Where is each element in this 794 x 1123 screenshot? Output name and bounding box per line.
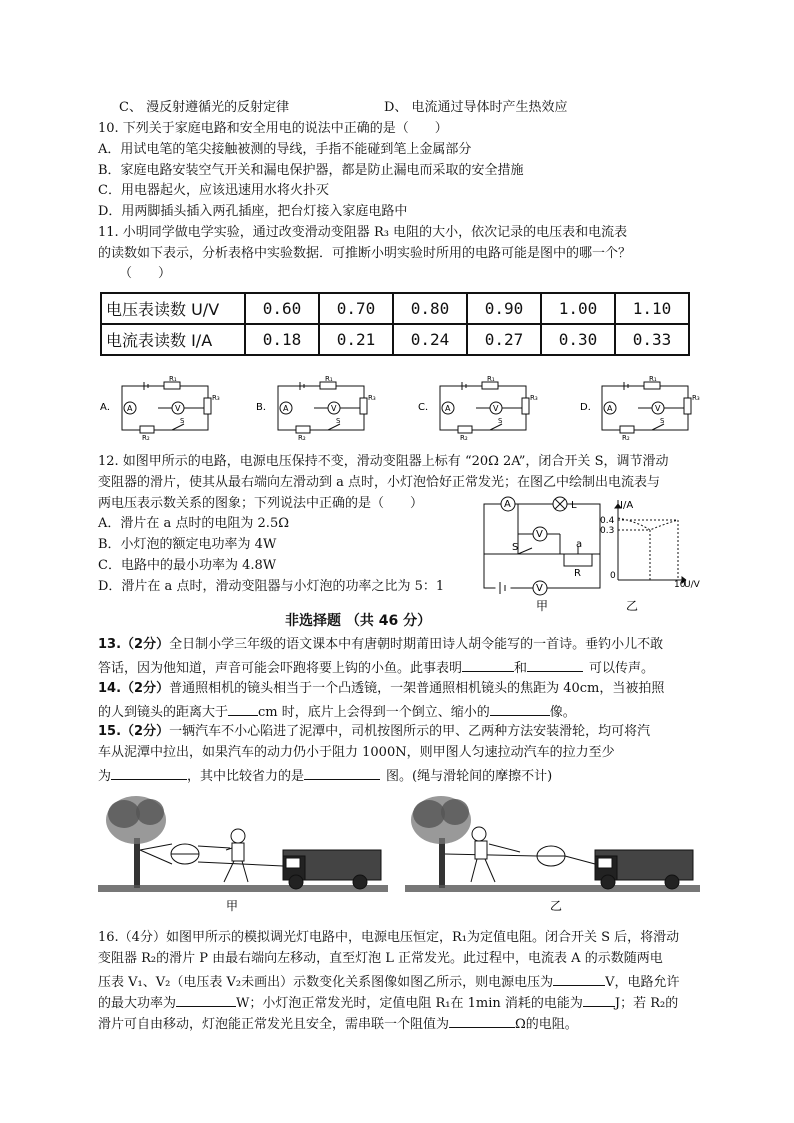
circuit-label: S bbox=[336, 417, 341, 425]
q11-stem-1: 11. 小明同学做电学实验，通过改变滑动变阻器 R₃ 电阻的大小，依次记录的电压表和电流表 bbox=[98, 225, 628, 240]
q11-data-table bbox=[100, 292, 690, 356]
graph-ylabel: I/A bbox=[620, 500, 634, 511]
tree-icon bbox=[106, 796, 166, 888]
q12-stem-2: 变阻器的滑片，使其从最右端向左滑动到 a 点时，小灯泡恰好正常发光；在图乙中绘制出电流表与 bbox=[98, 475, 661, 490]
circuit-label: V bbox=[536, 583, 543, 594]
table-row bbox=[101, 324, 689, 355]
circuit-label: R₂ bbox=[460, 434, 468, 442]
q11-stem-2: 的读数如下表示，分析表格中实验数据．可推断小明实验时所用的电路可能是图中的哪一个？ bbox=[98, 246, 632, 261]
circuit-label: R₃ bbox=[212, 394, 220, 402]
q16-text: W；小灯泡正常发光时，定值电阻 R₁在 1min 消耗的电能为 bbox=[236, 996, 583, 1011]
q15-text: 图。(绳与滑轮间的摩擦不计) bbox=[386, 769, 553, 784]
figure-caption: 乙 bbox=[626, 599, 639, 613]
figure-caption: 甲 bbox=[536, 599, 549, 613]
q15-line-3 bbox=[98, 766, 552, 785]
figure-caption: 乙 bbox=[550, 899, 563, 913]
circuit-label: R bbox=[574, 568, 581, 579]
circuit-option-label: A． bbox=[100, 402, 117, 413]
circuit-label: R₁ bbox=[169, 375, 177, 383]
q10-option-b: B．家庭电路安装空气开关和漏电保护器，都是防止漏电而采取的安全措施 bbox=[98, 163, 524, 178]
q15-line-2: 车从泥潭中拉出，如果汽车的动力仍小于阻力 1000N，则甲图人匀速拉动汽车的拉力至少 bbox=[98, 745, 615, 760]
q16-blank-4[interactable] bbox=[449, 1014, 515, 1028]
ammeter-icon: A bbox=[283, 404, 289, 413]
q13-text: 和 bbox=[514, 661, 528, 676]
circuit-label: S bbox=[512, 542, 519, 553]
voltage-cell: 0.90 bbox=[467, 293, 541, 324]
circuit-option-label: D． bbox=[580, 402, 598, 413]
q15-text: ，其中比较省力的是 bbox=[187, 769, 305, 784]
q16-text: 滑片可自由移动，灯泡能正常发光且安全，需串联一个阻值为 bbox=[98, 1017, 450, 1032]
q15-text: 为 bbox=[98, 769, 112, 784]
q15-blank-2[interactable] bbox=[304, 766, 380, 780]
circuit-label: R₂ bbox=[622, 434, 630, 442]
circuit-label: A bbox=[504, 499, 511, 510]
q10-option-c: C．用电器起火，应该迅速用水将火扑灭 bbox=[98, 183, 329, 198]
q16-text: 的最大功率为 bbox=[98, 996, 177, 1011]
q11-circuit-options bbox=[0, 375, 794, 442]
circuit-label: R₃ bbox=[368, 394, 376, 402]
q14-number: 14.（2分） bbox=[98, 681, 170, 696]
voltmeter-icon: V bbox=[655, 404, 661, 413]
circuit-label: R₁ bbox=[649, 375, 657, 383]
q12-option-d: D．滑片在 a 点时，滑动变阻器与小灯泡的功率之比为 5：1 bbox=[98, 579, 445, 594]
q16-line-5 bbox=[98, 1014, 578, 1033]
current-cell: 0.30 bbox=[541, 324, 615, 355]
voltage-cell: 1.10 bbox=[615, 293, 689, 324]
voltmeter-icon: V bbox=[493, 404, 499, 413]
q16-text: 压表 V₁、V₂（电压表 V₂未画出）示数变化关系图像如图乙所示，则电源电压为 bbox=[98, 975, 554, 990]
pulley-icon bbox=[171, 844, 199, 864]
q16-text: J；若 R₂的 bbox=[614, 996, 679, 1011]
q16-line-3 bbox=[98, 972, 679, 991]
q14-text: 的人到镜头的距离大于 bbox=[98, 705, 229, 720]
circuit-label: L bbox=[571, 500, 577, 511]
q12-option-a: A．滑片在 a 点时的电阻为 2.5Ω bbox=[98, 516, 289, 531]
q11-answer-paren: （ ） bbox=[119, 266, 172, 281]
voltage-cell: 0.70 bbox=[319, 293, 393, 324]
graph-tick: 0.3 bbox=[600, 526, 615, 536]
q12-graph bbox=[598, 494, 708, 612]
current-cell: 0.24 bbox=[393, 324, 467, 355]
q16-blank-1[interactable] bbox=[553, 972, 605, 986]
q16-line-1: 16.（4分）如图甲所示的模拟调光灯电路中，电源电压恒定，R₁为定值电阻。闭合开关 S 后，将滑动 bbox=[98, 930, 680, 945]
circuit-label: R₃ bbox=[692, 394, 700, 402]
q16-text: V，电路允许 bbox=[605, 975, 680, 990]
q12-option-c: C．电路中的最小功率为 4.8W bbox=[98, 558, 277, 573]
q14-text: cm 时，底片上会得到一个倒立、缩小的 bbox=[258, 705, 490, 720]
truck-icon bbox=[283, 850, 381, 889]
circuit-label: R₂ bbox=[298, 434, 306, 442]
q14-line-1 bbox=[98, 681, 664, 697]
q9-option-d: D、 电流通过导体时产生热效应 bbox=[384, 100, 568, 115]
tree-icon bbox=[411, 796, 471, 888]
q10-stem: 10. 下列关于家庭电路和安全用电的说法中正确的是（ ） bbox=[98, 121, 448, 136]
q9-option-c: C、 漫反射遵循光的反射定律 bbox=[119, 100, 290, 115]
q16-blank-2[interactable] bbox=[176, 993, 236, 1007]
circuit-option[interactable] bbox=[580, 375, 700, 442]
voltmeter-icon: V bbox=[175, 404, 181, 413]
q13-blank-2[interactable] bbox=[527, 658, 583, 672]
graph-tick: 10 bbox=[674, 580, 686, 590]
current-cell: 0.21 bbox=[319, 324, 393, 355]
truck-icon bbox=[595, 850, 693, 889]
q13-line-2 bbox=[98, 658, 654, 677]
q13-line-1 bbox=[98, 637, 663, 653]
q12-circuit-diagram bbox=[476, 494, 616, 612]
current-cell: 0.27 bbox=[467, 324, 541, 355]
current-cell: 0.33 bbox=[615, 324, 689, 355]
circuit-label: R₁ bbox=[325, 375, 333, 383]
q16-text: Ω的电阻。 bbox=[515, 1017, 578, 1032]
circuit-label: a bbox=[576, 539, 583, 550]
q10-option-d: D．用两脚插头插入两孔插座，把台灯接入家庭电路中 bbox=[98, 204, 408, 219]
circuit-option-label: B． bbox=[256, 402, 273, 413]
graph-tick: 0.4 bbox=[600, 516, 615, 526]
circuit-option[interactable] bbox=[100, 375, 220, 442]
ammeter-icon: A bbox=[127, 404, 133, 413]
person-icon bbox=[224, 829, 248, 882]
voltage-cell: 0.60 bbox=[245, 293, 319, 324]
q16-blank-3[interactable] bbox=[583, 993, 615, 1007]
voltage-cell: 0.80 bbox=[393, 293, 467, 324]
current-cell: 0.18 bbox=[245, 324, 319, 355]
q12-stem-1: 12. 如图甲所示的电路，电源电压保持不变，滑动变阻器上标有 “20Ω 2A”，闭合开关 S，调节滑动 bbox=[98, 454, 669, 469]
voltmeter-icon: V bbox=[331, 404, 337, 413]
circuit-label: R₃ bbox=[530, 394, 538, 402]
q12-stem-3: 两电压表示数关系的图象；下列说法中正确的是（ ） bbox=[98, 496, 424, 511]
circuit-option-label: C． bbox=[418, 402, 435, 413]
circuit-label: R₂ bbox=[142, 434, 150, 442]
voltage-header: 电压表读数 U/V bbox=[101, 293, 245, 324]
voltage-cell: 1.00 bbox=[541, 293, 615, 324]
graph-tick: 0 bbox=[610, 571, 616, 581]
circuit-label: V bbox=[536, 529, 543, 540]
q14-blank-1[interactable] bbox=[228, 702, 258, 716]
figure-caption: 甲 bbox=[226, 899, 239, 913]
q15-blank-1[interactable] bbox=[111, 766, 187, 780]
q15-figure-yi bbox=[405, 790, 700, 915]
q13-blank-1[interactable] bbox=[462, 658, 514, 672]
q15-figure-jia bbox=[98, 790, 388, 915]
circuit-option[interactable] bbox=[418, 375, 538, 442]
q14-line-2 bbox=[98, 702, 576, 721]
q14-text: 像。 bbox=[549, 705, 576, 720]
circuit-label: S bbox=[660, 417, 665, 425]
q13-number: 13.（2分） bbox=[98, 637, 170, 652]
q13-text: 可以传声。 bbox=[589, 661, 655, 676]
q15-text: 一辆汽车不小心陷进了泥潭中，司机按图所示的甲、乙两种方法安装滑轮，均可将汽 bbox=[169, 724, 651, 739]
q16-line-4 bbox=[98, 993, 678, 1012]
ammeter-icon: A bbox=[607, 404, 613, 413]
q13-text: 全日制小学三年级的语文课本中有唐朝时期莆田诗人胡令能写的一首诗。垂钓小儿不敢 bbox=[169, 637, 664, 652]
table-row bbox=[101, 293, 689, 324]
section-title: 非选择题 （共 46 分） bbox=[285, 613, 432, 629]
ammeter-icon: A bbox=[445, 404, 451, 413]
circuit-label: S bbox=[180, 417, 185, 425]
q15-number: 15.（2分） bbox=[98, 724, 170, 739]
pulley-icon bbox=[537, 846, 565, 866]
circuit-label: S bbox=[498, 417, 503, 425]
q10-option-a: A．用试电笔的笔尖接触被测的导线，手指不能碰到笔上金属部分 bbox=[98, 142, 472, 157]
q13-text: 答话，因为他知道，声音可能会吓跑将要上钩的小鱼。此事表明 bbox=[98, 661, 463, 676]
q15-line-1 bbox=[98, 724, 650, 740]
person-icon bbox=[471, 827, 495, 882]
graph-xlabel: U/V bbox=[684, 580, 700, 590]
circuit-label: R₁ bbox=[487, 375, 495, 383]
q14-text: 普通照相机的镜头相当于一个凸透镜，一架普通照相机镜头的焦距为 40cm，当被拍照 bbox=[169, 681, 665, 696]
circuit-option[interactable] bbox=[256, 375, 376, 442]
current-header: 电流表读数 I/A bbox=[101, 324, 245, 355]
q16-line-2: 变阻器 R₂的滑片 P 由最右端向左移动，直至灯泡 L 正常发光。此过程中，电流表 A 的示数随两电 bbox=[98, 951, 663, 966]
q12-option-b: B．小灯泡的额定电功率为 4W bbox=[98, 537, 277, 552]
q14-blank-2[interactable] bbox=[490, 702, 550, 716]
